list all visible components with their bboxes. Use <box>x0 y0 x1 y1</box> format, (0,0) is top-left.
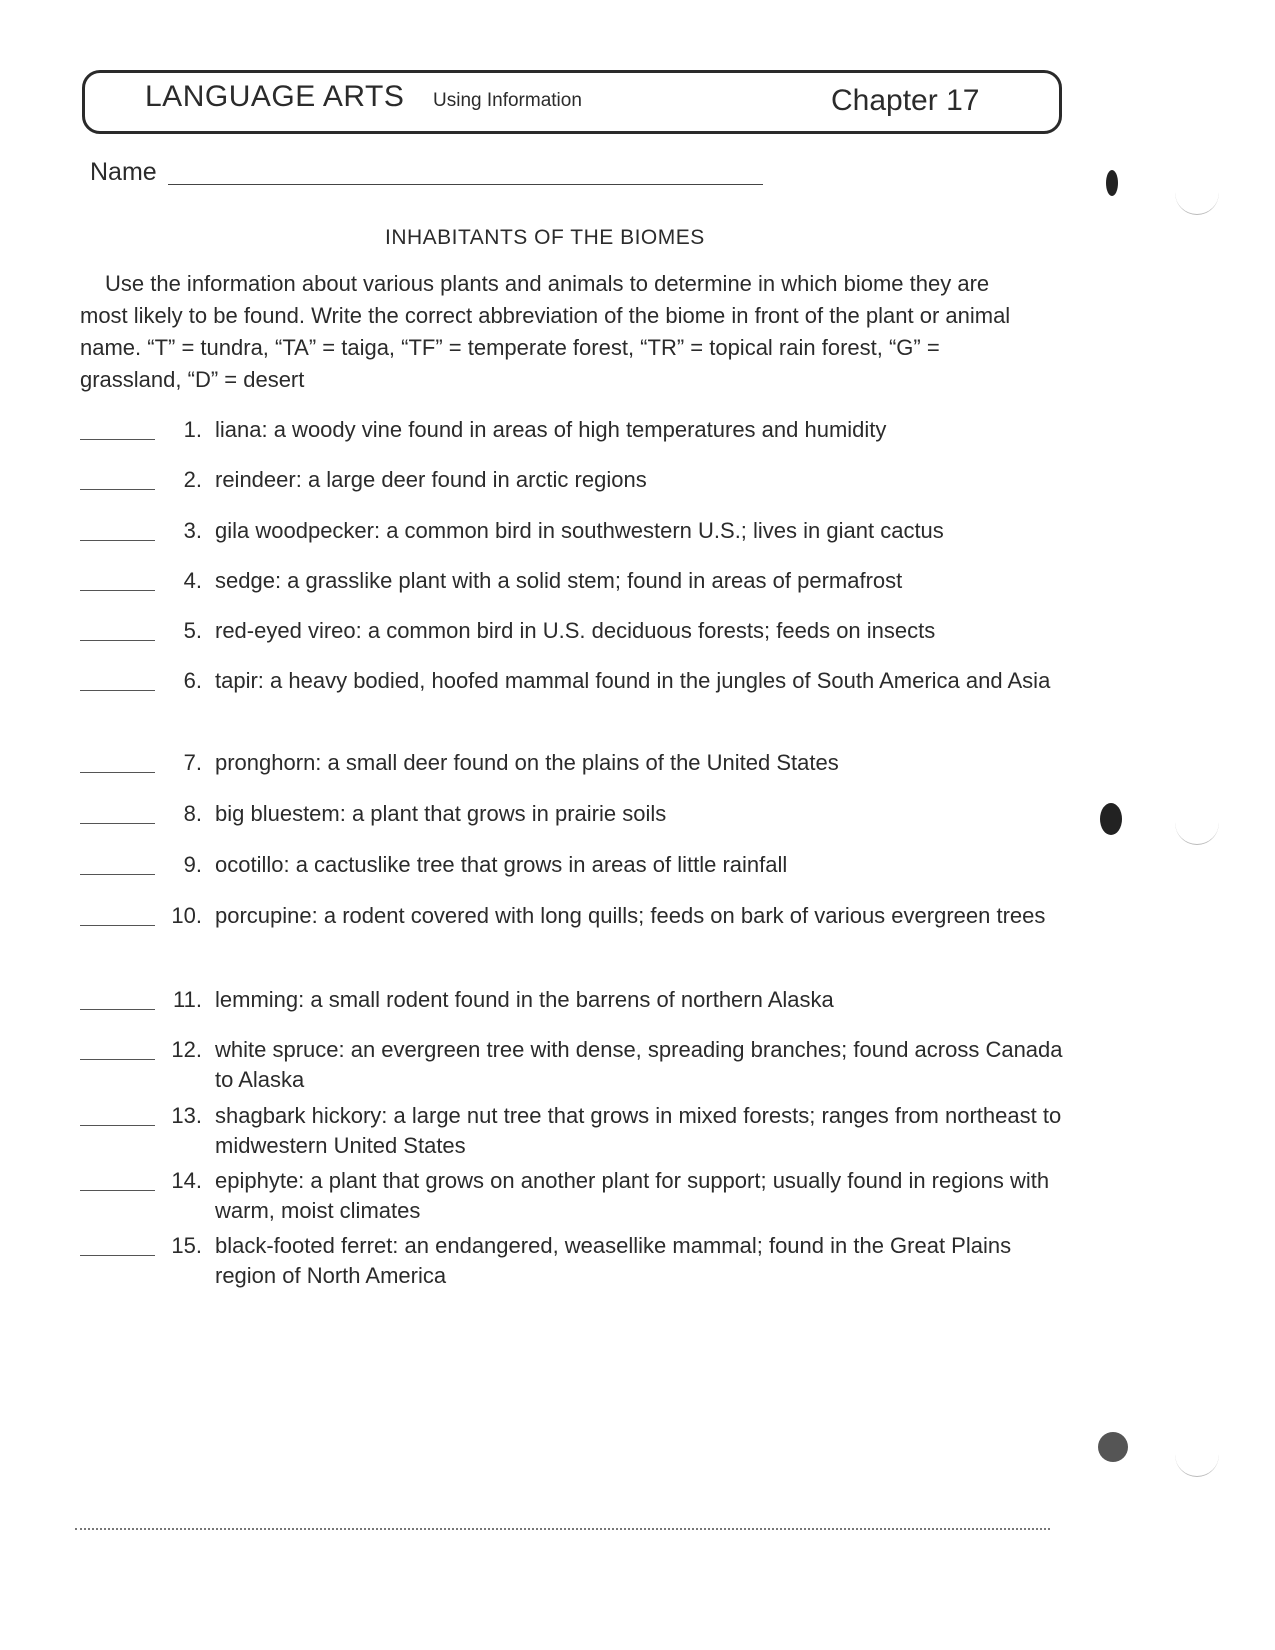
question-text: liana: a woody vine found in areas of high temperatures and humidity <box>215 417 887 442</box>
question-number: 1. <box>183 417 202 442</box>
question-number: 5. <box>183 618 202 643</box>
name-field[interactable] <box>168 184 763 185</box>
question-number: 11. <box>173 987 202 1012</box>
question-number: 8. <box>183 801 202 826</box>
footer-rule <box>75 1528 1050 1530</box>
question-text: epiphyte: a plant that grows on another plant for support; usually found in regions with warm, moist climates <box>215 1168 1050 1223</box>
subject-title: LANGUAGE ARTS <box>145 80 405 113</box>
question-text: black-footed ferret: an endangered, weasellike mammal; found in the Great Plains region of North America <box>215 1233 1012 1288</box>
question-number: 12. <box>171 1037 202 1062</box>
answer-blank[interactable] <box>80 874 155 875</box>
question-text: ocotillo: a cactuslike tree that grows in areas of little rainfall <box>215 852 788 877</box>
answer-blank[interactable] <box>80 1059 155 1060</box>
question-text: white spruce: an evergreen tree with dense, spreading branches; found across Canada to Alaska <box>215 1037 1063 1092</box>
question-number: 7. <box>183 750 202 775</box>
answer-blank[interactable] <box>80 823 155 824</box>
answer-blank[interactable] <box>80 1255 155 1256</box>
question-number: 13. <box>171 1103 202 1128</box>
question-text: porcupine: a rodent covered with long quills; feeds on bark of various evergreen trees <box>215 903 1046 928</box>
answer-blank[interactable] <box>80 1125 155 1126</box>
worksheet-title: INHABITANTS OF THE BIOMES <box>385 226 705 249</box>
question-text: red-eyed vireo: a common bird in U.S. deciduous forests; feeds on insects <box>215 618 936 643</box>
binder-hole-middle <box>1100 803 1122 835</box>
binder-hole-top <box>1106 170 1118 196</box>
answer-blank[interactable] <box>80 772 155 773</box>
binder-hole-shadow-middle <box>1175 800 1219 845</box>
question-text: reindeer: a large deer found in arctic regions <box>215 467 647 492</box>
chapter-label: Chapter 17 <box>831 84 980 117</box>
binder-hole-shadow-bottom <box>1175 1432 1219 1477</box>
answer-blank[interactable] <box>80 590 155 591</box>
question-text: big bluestem: a plant that grows in prairie soils <box>215 801 667 826</box>
binder-hole-bottom <box>1098 1432 1128 1462</box>
question-number: 10. <box>171 903 202 928</box>
question-text: lemming: a small rodent found in the barrens of northern Alaska <box>215 987 834 1012</box>
answer-blank[interactable] <box>80 1190 155 1191</box>
question-text: shagbark hickory: a large nut tree that grows in mixed forests; ranges from northeast to midwestern United States <box>215 1103 1062 1158</box>
question-text: pronghorn: a small deer found on the plains of the United States <box>215 750 839 775</box>
answer-blank[interactable] <box>80 640 155 641</box>
answer-blank[interactable] <box>80 690 155 691</box>
question-number: 2. <box>183 467 202 492</box>
answer-blank[interactable] <box>80 540 155 541</box>
question-text: gila woodpecker: a common bird in southwestern U.S.; lives in giant cactus <box>215 518 944 543</box>
answer-blank[interactable] <box>80 439 155 440</box>
question-number: 15. <box>171 1233 202 1258</box>
question-text: tapir: a heavy bodied, hoofed mammal found in the jungles of South America and Asia <box>215 668 1051 693</box>
question-text: sedge: a grasslike plant with a solid stem; found in areas of permafrost <box>215 568 903 593</box>
name-label: Name <box>90 158 157 186</box>
question-number: 4. <box>183 568 202 593</box>
answer-blank[interactable] <box>80 925 155 926</box>
question-number: 3. <box>183 518 202 543</box>
answer-blank[interactable] <box>80 489 155 490</box>
instructions: Use the information about various plants and animals to determine in which biome they are most likely to be found. Write the correct abbreviation of the biome in front of the plant or animal name. “T” = tundra, “TA” = taiga, “TF” = temperate forest, “TR” = topical rain forest, “G” = grassland, “D” = desert <box>80 271 1011 392</box>
question-number: 14. <box>171 1168 202 1193</box>
binder-hole-shadow-top <box>1175 170 1219 215</box>
subject-subtitle: Using Information <box>433 90 582 111</box>
answer-blank[interactable] <box>80 1009 155 1010</box>
question-number: 6. <box>183 668 202 693</box>
question-number: 9. <box>183 852 202 877</box>
